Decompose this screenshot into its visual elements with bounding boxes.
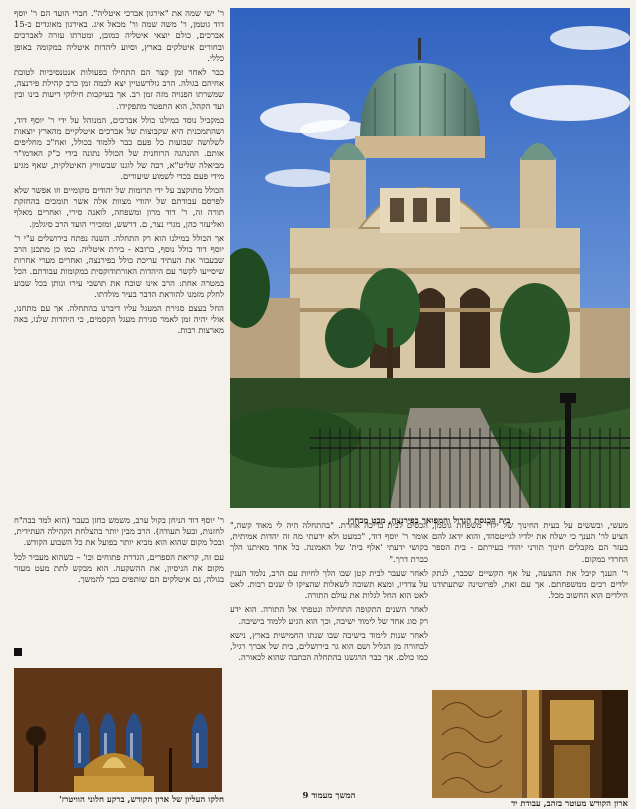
paragraph: לאחר השנים התקופה התחילה ונטפתי אל התורה. הוא ידע רק סוג אחד של לימוד ישיבה, וכך הוא הגיע ללמוד בישיבה. <box>230 604 428 626</box>
paragraph: ר' יוסף דוד הניחן בקול ערב, משמש כחזן בעבר (הוא למד בבה"ח לחזנות, ובעל תעודה). הרב מבין יותר בהצלחת הקהילה העתידית, ובכל מקום שהוא הוא מביא יותר בפועל את כל השבוע הקודש. <box>14 515 224 548</box>
synagogue-exterior-photo <box>230 8 630 508</box>
article-column-right-top <box>14 8 224 508</box>
paragraph: לאחר שעבר לבית קטן שבו הלך לחיות עם הרב, נלמד הענין על צדדיו, ומצא תשובה לשאלות שהציקו לו שנים רבות. לאט לאט הוא החל לגלות את עולם התורה. <box>230 567 428 601</box>
article-column-middle <box>230 520 428 796</box>
paragraph: החל בעצם סגירת המעגל עליו דיברנו בהתחלה. אך עם מתחנו, אולי יהיה זמן לאמר סגירת מעגל הקסמים, כי היהדות שלנו, באה מארצות רבות. <box>14 303 224 336</box>
paragraph: עם זה, קריאת הספרים, הגדרת פתוחים וכו' – כשהוא מעביר לכל מקום את הניסיון, את ההשקעה. הוא מבקש לתת מעט מעזר בגולה, גם איטלקים הם שותפים בכך להמשך. <box>14 551 224 585</box>
paragraph: הכסים לבית בריכה אחרת. "בהתחלה היה לי מאוד קשה," אומר ר' יוסף דוד, "כמעט ולא ידעתי מה זה יהדות אמיתית, בקושי ידעתי 'אלף בית' של האמונה. כל אחד מאיתנו הלך כברת דרך." <box>230 520 428 564</box>
article-column-left-bottom <box>14 515 224 660</box>
main-photo-caption: בית הכנסת הגדול והמפואר בפירנצה, מבט מבחוץ <box>347 516 511 526</box>
gilded-ark-photo <box>432 690 628 798</box>
article-end-mark <box>14 648 22 656</box>
paragraph: מעשי, ובששים על בעית החינוך של ילדי משפחת גוטמן, הציע לר' הענך כי ישלח את ילדיו לגייטסהד, והוא ידאג להם בעזר הם מקבלים חינוך תורני יהודי בעירתם - בית הספר החרדי במקום. <box>432 520 628 564</box>
right-photo-caption: ארון הקודש מעוטר בזהב, עבודת יד <box>511 799 628 809</box>
paragraph: הכולל מתוקצב על ידי תרומות של יהודים מקומיים וזו אפשר שלא לפרסם עבודתם של יהודי מצוות אלה אשר תומכים בהחזקת תורה זה, ר' דוד מרון ומשפחה, לואנה סירי, ואחרים מאלף ואליעזר כהן, מגרי נצר, ם. דרשש, ומזכירי הועד הרב סיגלמן. <box>14 185 224 229</box>
paragraph: ר' ישי שמה את "אירגון אברכי איטליה". חברי הועד הם ר' יוסף דוד גוטמן, ר' משה שמה ור' מכאל איג. באירגון מאוגדים כ-15 אברכים, כולם יוצאי איטליה כמובן, ומטרתו עזרה לאברכים ובחורים איטלקים בארץ, וסיוע ליהדות איטליה במקומה באופן כללי. <box>14 8 224 63</box>
left-photo-caption: חלקו העליון של ארון הקודש, ברקע חלוני הוויטרז' <box>59 795 224 805</box>
paragraph: במקביל נוסד במילנו כולל אברכים, המנוהל על ידי ר' יוסף דוד, ושהתמכנית היא שקבוצות של אברכים איטלקיים מהארץ יוצאות לשלושה שבועות כל פעם כבר ללמוד בכולל, ואח"כ מחליפים אותם. ההנהגה הרוחנית של הכולל נתונה בידי כ"ק האדמו"ר מביאלה שליט"א, רבה של לוגנו שבשוויץ האיטלקית, שאף מגיע מידי פעם בכדי לשמוע שיעורים. <box>14 114 224 181</box>
ark-top-interior-photo <box>14 668 222 792</box>
paragraph: ר' הענך קיבל את ההצעה, על אף הקשיים שכבר, לנתק ילדים רכים ממשפחתם. אך עם זאת, לפרוטינה שתעתודנו הילדים הוא החשוב מכל. <box>432 567 628 601</box>
continued-from-label: המשך מעמוד 9 <box>302 791 356 801</box>
paragraph: אך הכולל במילנו הוא רק התחלה. השנה נפתח בירושלים ע"י ר' יוסף דוד כולל נוסף, ברובא - בירת איטליה. כמו כן מתכנן הרב שבעבור את העתיד עריכת כולל בפירנצה, ואחרים מערי אחרות שיסייעו לקשר עם היהדות האורתודוקסית במקומות עבודתם. הכל במטרה אחת: הרב אינו שוכח את תושבי עירו ונותן בכל שבוע לחלק מזמנו להוראת הדבר בעיר מולדתו. <box>14 232 224 299</box>
paragraph: לאחר שנות לימוד בישיבה שבו שנתו החמישית בארץ, נישא לבחורה מן הגליל ושם הוא גר בירושלים, בית של אברך רגיל, כמו כולם. אך כבר הרגשנו בהתחלה הכתבה שהוא לכאורה. <box>230 629 428 663</box>
paragraph: כבר לאחר זמן קצר הם התחילו בפעולות אנטנסיביות לטובת אחיהם בגולה. הרב גולדשטיין יצא לכמה זמן כרב קהילת פירנצה, שמשרתו הפנויה מזה זמן רב. אך בעיקבות חילוקי דיעות בינו ובין ועד הקהל, הוא התפטר מתפקידו. <box>14 67 224 111</box>
